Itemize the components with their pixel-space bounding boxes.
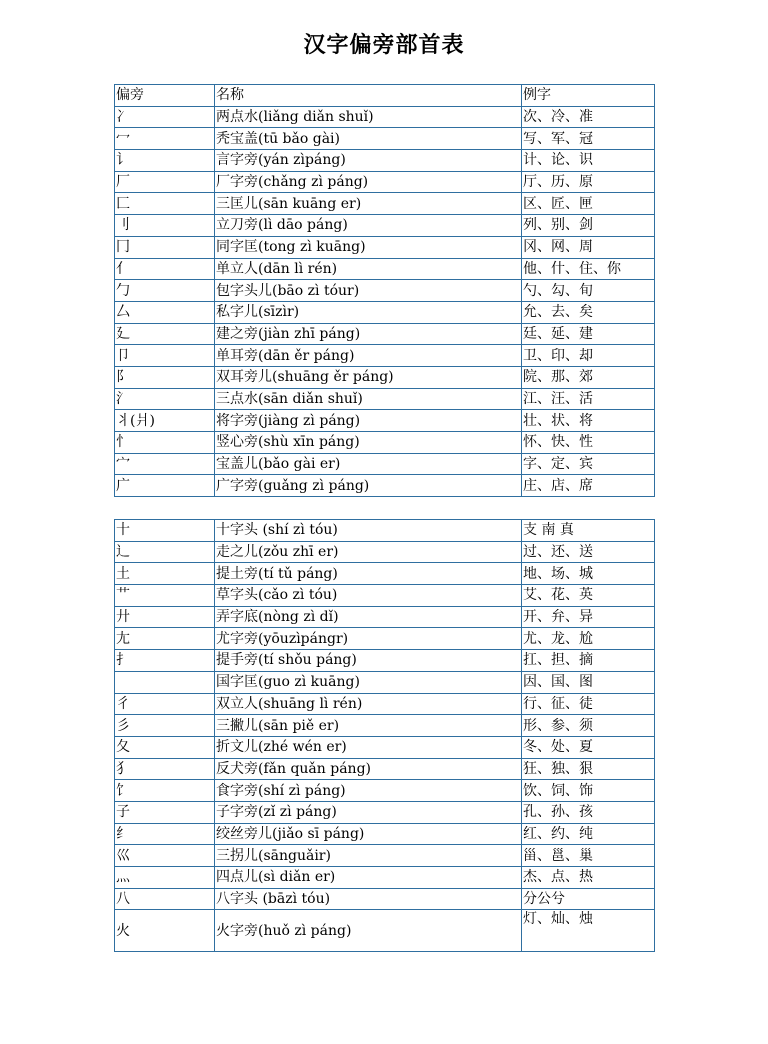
- radical-cell: 宀: [115, 453, 215, 475]
- name-cell: 三撇儿(sān piě er): [215, 715, 522, 737]
- radical-cell: 卩: [115, 345, 215, 367]
- table-row: [115, 910, 655, 952]
- radical-cell: 匚: [115, 193, 215, 215]
- name-cell: 秃宝盖(tū bǎo gài): [215, 128, 522, 150]
- table-row: [115, 693, 655, 715]
- table-row: [115, 650, 655, 672]
- radicals-table-1: [114, 84, 655, 497]
- name-cell: 单耳旁(dān ěr páng): [215, 345, 522, 367]
- name-cell: 十字头 (shí zì tóu): [215, 520, 522, 542]
- radicals-table-2-body: [115, 520, 655, 952]
- radical-cell: 彡: [115, 715, 215, 737]
- examples-cell: 勺、勾、旬: [522, 280, 655, 302]
- examples-cell: 因、国、图: [522, 671, 655, 693]
- examples-cell: 红、约、纯: [522, 823, 655, 845]
- radical-cell: 饣: [115, 780, 215, 802]
- radical-cell: 八: [115, 888, 215, 910]
- radical-cell: 犭: [115, 758, 215, 780]
- radicals-table-2: [114, 519, 655, 952]
- radical-cell: 扌: [115, 650, 215, 672]
- name-cell: 反犬旁(fǎn quǎn páng): [215, 758, 522, 780]
- examples-cell: 次、冷、准: [522, 106, 655, 128]
- name-cell: 国字匡(guo zì kuāng): [215, 671, 522, 693]
- radicals-table-1-body: [115, 85, 655, 497]
- header-name: 名称: [215, 85, 522, 107]
- radical-cell: 纟: [115, 823, 215, 845]
- name-cell: 言字旁(yán zìpáng): [215, 150, 522, 172]
- radical-cell: 灬: [115, 867, 215, 889]
- examples-cell: 写、军、冠: [522, 128, 655, 150]
- table-row: [115, 715, 655, 737]
- name-cell: 草字头(cǎo zì tóu): [215, 585, 522, 607]
- name-cell: 厂字旁(chǎng zì páng): [215, 171, 522, 193]
- table-row: [115, 801, 655, 823]
- radical-cell: 亻: [115, 258, 215, 280]
- examples-cell: 尤、龙、尬: [522, 628, 655, 650]
- examples-cell: 地、场、城: [522, 563, 655, 585]
- table-row: [115, 758, 655, 780]
- examples-cell: 扛、担、摘: [522, 650, 655, 672]
- radical-cell: 子: [115, 801, 215, 823]
- name-cell: 双立人(shuāng lì rén): [215, 693, 522, 715]
- header-radical: 偏旁: [115, 85, 215, 107]
- examples-cell: 冈、网、周: [522, 236, 655, 258]
- table-row: [115, 823, 655, 845]
- examples-cell: 允、去、矣: [522, 301, 655, 323]
- table-row: [115, 671, 655, 693]
- examples-cell: 支 南 真: [522, 520, 655, 542]
- header-examples: 例字: [522, 85, 655, 107]
- radical-cell: 辶: [115, 541, 215, 563]
- examples-cell: 杰、点、热: [522, 867, 655, 889]
- radical-cell: 廾: [115, 606, 215, 628]
- table-row: [115, 432, 655, 454]
- table-row: [115, 410, 655, 432]
- table-row: [115, 323, 655, 345]
- radical-cell: 尢: [115, 628, 215, 650]
- name-cell: 同字匡(tong zì kuāng): [215, 236, 522, 258]
- radical-cell: 丬(爿): [115, 410, 215, 432]
- name-cell: 弄字底(nòng zì dǐ): [215, 606, 522, 628]
- examples-cell: 饮、饲、饰: [522, 780, 655, 802]
- examples-cell: 字、定、宾: [522, 453, 655, 475]
- radical-cell: 氵: [115, 388, 215, 410]
- examples-cell: 过、还、送: [522, 541, 655, 563]
- examples-cell: 冬、处、夏: [522, 736, 655, 758]
- table-row: [115, 236, 655, 258]
- table-row: [115, 780, 655, 802]
- examples-cell: 廷、延、建: [522, 323, 655, 345]
- name-cell: 广字旁(guǎng zì páng): [215, 475, 522, 497]
- radical-cell: 廴: [115, 323, 215, 345]
- radical-cell: [115, 671, 215, 693]
- table-row: [115, 171, 655, 193]
- table-row: [115, 106, 655, 128]
- name-cell: 单立人(dān lì rén): [215, 258, 522, 280]
- radical-cell: 忄: [115, 432, 215, 454]
- page-title: 汉字偏旁部首表: [303, 33, 465, 58]
- name-cell: 折文儿(zhé wén er): [215, 736, 522, 758]
- table-row: [115, 301, 655, 323]
- radical-cell: 土: [115, 563, 215, 585]
- examples-cell: 形、参、须: [522, 715, 655, 737]
- examples-cell: 孔、孙、孩: [522, 801, 655, 823]
- examples-cell: 庄、店、席: [522, 475, 655, 497]
- examples-cell: 计、论、识: [522, 150, 655, 172]
- table-row: [115, 128, 655, 150]
- table-row: [115, 475, 655, 497]
- radical-cell: 广: [115, 475, 215, 497]
- examples-cell: 江、汪、活: [522, 388, 655, 410]
- name-cell: 竖心旁(shù xīn páng): [215, 432, 522, 454]
- table-row: [115, 453, 655, 475]
- name-cell: 提土旁(tí tǔ páng): [215, 563, 522, 585]
- examples-cell: 分公兮: [522, 888, 655, 910]
- name-cell: 尤字旁(yōuzìpángr): [215, 628, 522, 650]
- radical-cell: 火: [115, 910, 215, 952]
- examples-cell: 灯、灿、烛: [522, 910, 655, 952]
- examples-cell: 院、那、郊: [522, 366, 655, 388]
- table-row: [115, 845, 655, 867]
- radical-cell: 冖: [115, 128, 215, 150]
- radical-cell: 艹: [115, 585, 215, 607]
- name-cell: 子字旁(zǐ zì páng): [215, 801, 522, 823]
- radical-cell: 勹: [115, 280, 215, 302]
- examples-cell: 列、别、剑: [522, 215, 655, 237]
- table-header-row: [115, 85, 655, 107]
- examples-cell: 壮、状、将: [522, 410, 655, 432]
- table-row: [115, 280, 655, 302]
- examples-cell: 艾、花、英: [522, 585, 655, 607]
- examples-cell: 行、征、徒: [522, 693, 655, 715]
- name-cell: 食字旁(shí zì páng): [215, 780, 522, 802]
- radical-cell: 冫: [115, 106, 215, 128]
- radical-cell: 十: [115, 520, 215, 542]
- table-row: [115, 215, 655, 237]
- table-row: [115, 150, 655, 172]
- name-cell: 建之旁(jiàn zhī páng): [215, 323, 522, 345]
- radical-cell: 厶: [115, 301, 215, 323]
- table-row: [115, 888, 655, 910]
- table-row: [115, 867, 655, 889]
- table-row: [115, 193, 655, 215]
- radical-cell: 夂: [115, 736, 215, 758]
- name-cell: 三点水(sān diǎn shuǐ): [215, 388, 522, 410]
- name-cell: 八字头 (bāzì tóu): [215, 888, 522, 910]
- table-row: [115, 520, 655, 542]
- table-row: [115, 541, 655, 563]
- table-row: [115, 628, 655, 650]
- name-cell: 四点儿(sì diǎn er): [215, 867, 522, 889]
- radical-cell: 阝: [115, 366, 215, 388]
- examples-cell: 怀、快、性: [522, 432, 655, 454]
- table-row: [115, 585, 655, 607]
- name-cell: 两点水(liǎng diǎn shuǐ): [215, 106, 522, 128]
- name-cell: 将字旁(jiàng zì páng): [215, 410, 522, 432]
- name-cell: 火字旁(huǒ zì páng): [215, 910, 522, 952]
- examples-cell: 甾、邕、巢: [522, 845, 655, 867]
- name-cell: 立刀旁(lì dāo páng): [215, 215, 522, 237]
- radical-cell: 巛: [115, 845, 215, 867]
- name-cell: 宝盖儿(bǎo gài er): [215, 453, 522, 475]
- table-row: [115, 736, 655, 758]
- radical-cell: 讠: [115, 150, 215, 172]
- name-cell: 双耳旁儿(shuāng ěr páng): [215, 366, 522, 388]
- table-row: [115, 366, 655, 388]
- examples-cell: 开、弁、异: [522, 606, 655, 628]
- examples-cell: 卫、印、却: [522, 345, 655, 367]
- table-row: [115, 345, 655, 367]
- table-row: [115, 606, 655, 628]
- radical-cell: 厂: [115, 171, 215, 193]
- name-cell: 走之儿(zǒu zhī er): [215, 541, 522, 563]
- table-row: [115, 388, 655, 410]
- examples-cell: 厅、历、原: [522, 171, 655, 193]
- radical-cell: 刂: [115, 215, 215, 237]
- name-cell: 提手旁(tí shǒu páng): [215, 650, 522, 672]
- name-cell: 三拐儿(sānguǎir): [215, 845, 522, 867]
- table-row: [115, 563, 655, 585]
- name-cell: 绞丝旁儿(jiǎo sī páng): [215, 823, 522, 845]
- name-cell: 三匡儿(sān kuāng er): [215, 193, 522, 215]
- radical-cell: 彳: [115, 693, 215, 715]
- examples-cell: 区、匠、匣: [522, 193, 655, 215]
- name-cell: 私字儿(sīzìr): [215, 301, 522, 323]
- radical-cell: 冂: [115, 236, 215, 258]
- examples-cell: 他、什、住、你: [522, 258, 655, 280]
- name-cell: 包字头儿(bāo zì tóur): [215, 280, 522, 302]
- table-row: [115, 258, 655, 280]
- examples-cell: 狂、独、狠: [522, 758, 655, 780]
